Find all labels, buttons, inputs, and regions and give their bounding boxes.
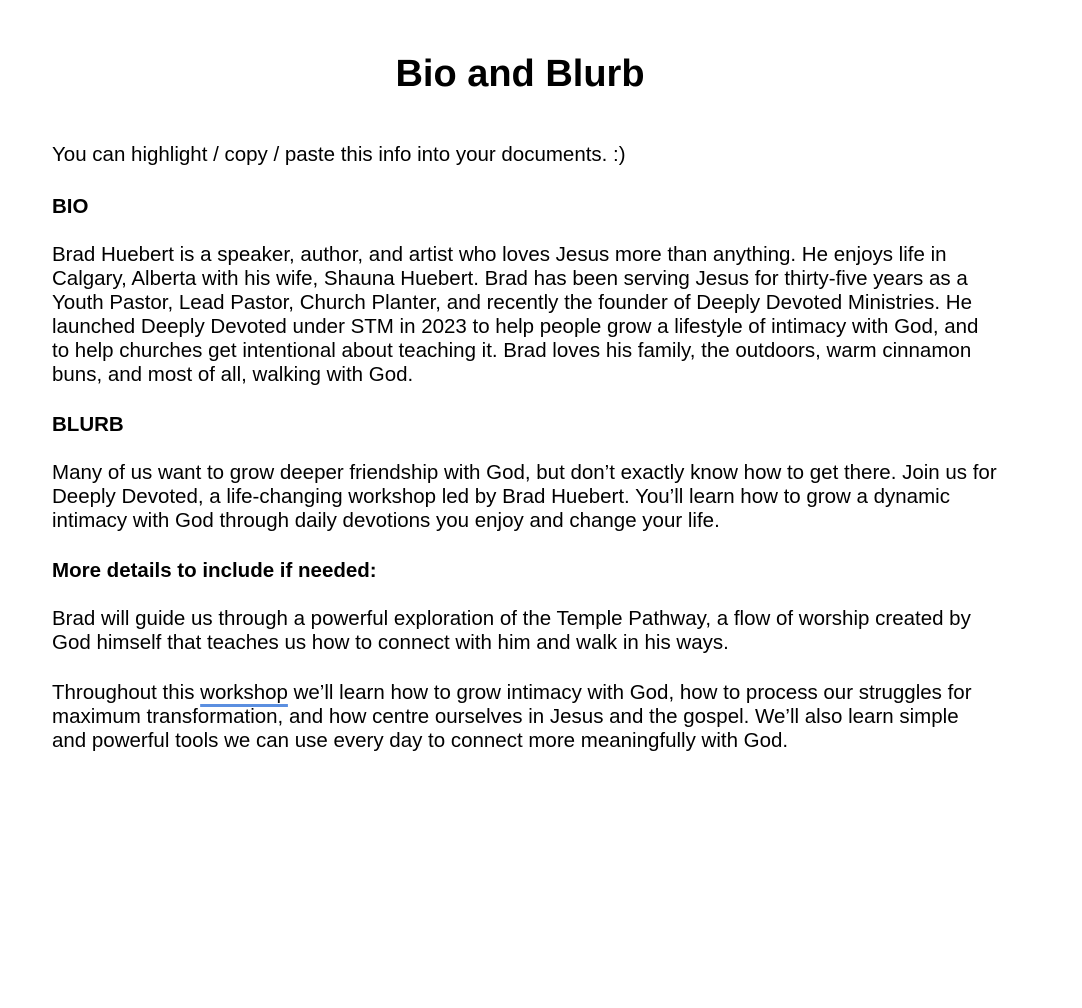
bio-heading: BIO: [52, 195, 89, 218]
intro-text: You can highlight / copy / paste this info into your documents. :): [52, 143, 626, 166]
details-paragraph-1: Brad will guide us through a powerful exploration of the Temple Pathway, a flow of worship created by God himself that teaches us how to connect with him and walk in his ways.: [52, 607, 971, 654]
blurb-text: Many of us want to grow deeper friendship with God, but don’t exactly know how to get there. Join us for Deeply Devoted, a life-changing workshop led by Brad Huebert. You’ll learn how to grow a dynamic intimacy with God through daily devotions you enjoy and change your life.: [52, 461, 997, 532]
details-paragraph-2-start: Throughout this: [52, 681, 201, 704]
details-heading: More details to include if needed:: [52, 559, 377, 582]
bio-text: Brad Huebert is a speaker, author, and artist who loves Jesus more than anything. He enjoys life in Calgary, Alberta with his wife, Shauna Huebert. Brad has been serving Jesus for thirty-five years as a Youth Pastor, Lead Pastor, Church Planter, and recently the founder of Deeply Devoted Ministries. He launched Deeply Devoted under STM in 2023 to help people grow a lifestyle of intimacy with God, and to help churches get intentional about teaching it. Brad loves his family, the outdoors, warm cinnamon buns, and most of all, walking with God.: [52, 243, 979, 386]
spellcheck-underlined-word[interactable]: workshop: [200, 681, 288, 704]
details-paragraph-2: [52, 681, 997, 753]
page-title: Bio and Blurb: [395, 53, 645, 95]
blurb-heading: BLURB: [52, 413, 124, 436]
document-body: [52, 143, 997, 753]
details-paragraph-2-end: we’ll learn how to grow intimacy with God, how to process our struggles for maximum transformation, and how centre ourselves in Jesus and the gospel. We’ll also learn simple and powerful tools we can use every day to connect more meaningfully with God.: [52, 681, 972, 752]
